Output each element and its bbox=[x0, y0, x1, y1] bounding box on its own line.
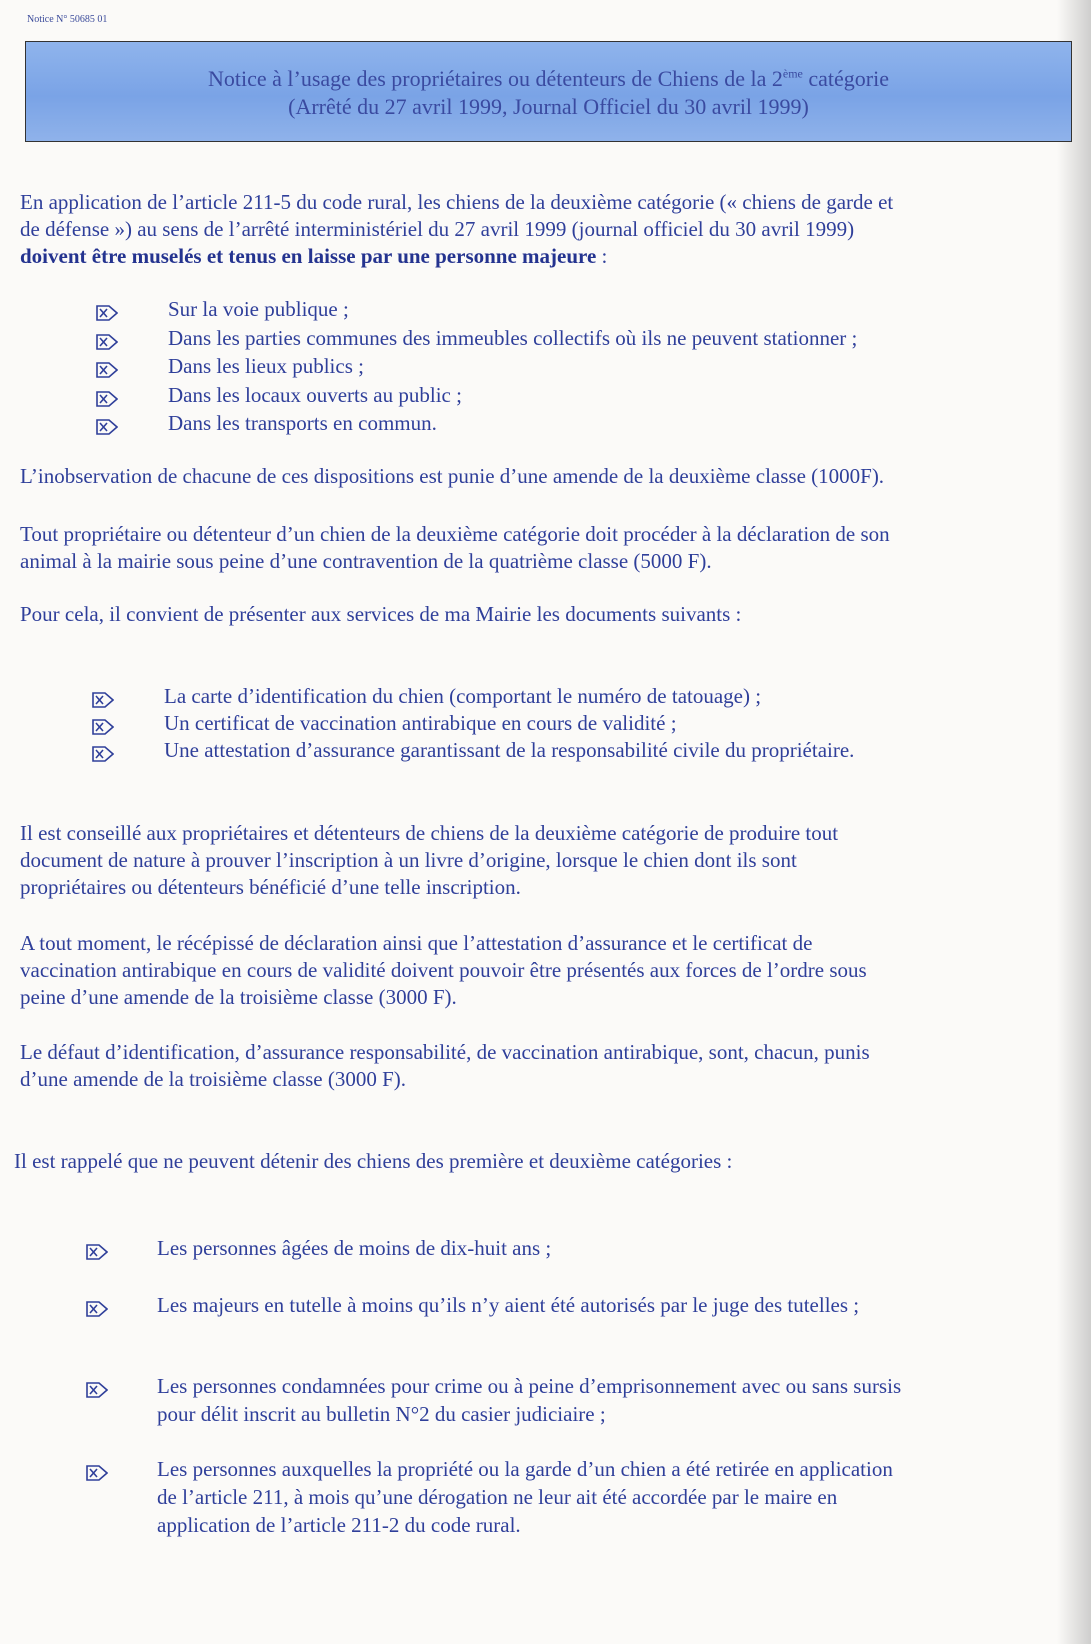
document-item-text: La carte d’identification du chien (comportant le numéro de tatouage) ; bbox=[164, 684, 762, 708]
anytime-paragraph bbox=[20, 930, 1060, 1011]
place-item-text: Dans les transports en commun. bbox=[168, 411, 437, 435]
prohibited-item-text: Les personnes condamnées pour crime ou à peine d’emprisonnement avec ou sans sursis bbox=[157, 1374, 902, 1398]
checkbox-cross-icon bbox=[92, 742, 112, 756]
checkbox-cross-icon bbox=[96, 415, 116, 429]
checkbox-cross-icon bbox=[92, 688, 112, 702]
checkbox-cross-icon bbox=[86, 1297, 106, 1311]
intro-line-3: doivent être muselés et tenus en laisse par une personne majeure : bbox=[20, 244, 608, 268]
intro-line-1: En application de l’article 211-5 du code rural, les chiens de la deuxième catégorie (« chiens de garde et bbox=[20, 190, 894, 214]
checkbox-cross-icon bbox=[86, 1378, 106, 1392]
anytime-line-1: A tout moment, le récépissé de déclaration ainsi que l’attestation d’assurance et le certificat de bbox=[20, 931, 813, 955]
declaration-paragraph bbox=[20, 521, 1060, 575]
prohibited-item-text: Les personnes âgées de moins de dix-huit ans ; bbox=[157, 1236, 552, 1260]
checkbox-cross-icon bbox=[96, 358, 116, 372]
advice-line-2: document de nature à prouver l’inscription à un livre d’origine, lorsque le chien dont ils sont bbox=[20, 848, 797, 872]
reminder-paragraph: Il est rappelé que ne peuvent détenir des chiens des première et deuxième catégories : bbox=[14, 1149, 733, 1173]
checkbox-cross-icon bbox=[92, 715, 112, 729]
place-item-text: Sur la voie publique ; bbox=[168, 297, 349, 321]
checkbox-cross-icon bbox=[96, 301, 116, 315]
page-edge-shadow bbox=[1057, 0, 1091, 1644]
checkbox-cross-icon bbox=[86, 1240, 106, 1254]
banner-title-line-2: (Arrêté du 27 avril 1999, Journal Officiel du 30 avril 1999) bbox=[288, 94, 809, 119]
intro-bold: doivent être muselés et tenus en laisse par une personne majeure bbox=[20, 244, 597, 268]
banner-title-line-1: Notice à l’usage des propriétaires ou détenteurs de Chiens de la 2ème catégorie bbox=[208, 66, 889, 91]
document-item-text: Un certificat de vaccination antirabique en cours de validité ; bbox=[164, 711, 677, 735]
prohibited-item-text: Les majeurs en tutelle à moins qu’ils n’y aient été autorisés par le juge des tutelles ; bbox=[157, 1293, 860, 1317]
advice-paragraph bbox=[20, 820, 1060, 901]
title-banner bbox=[25, 41, 1072, 142]
anytime-line-2: vaccination antirabique en cours de validité doivent pouvoir être présentés aux forces de l’ordre sous bbox=[20, 958, 867, 982]
prohibited-item-text: application de l’article 211-2 du code rural. bbox=[157, 1513, 521, 1537]
checkbox-cross-icon bbox=[96, 387, 116, 401]
intro-line-2: de défense ») au sens de l’arrêté interministériel du 27 avril 1999 (journal officiel du 30 avril 1999) bbox=[20, 217, 855, 241]
notice-number: Notice N° 50685 01 bbox=[27, 14, 108, 25]
declaration-line-2: animal à la mairie sous peine d’une contravention de la quatrième classe (5000 F). bbox=[20, 549, 712, 573]
declaration-line-1: Tout propriétaire ou détenteur d’un chien de la deuxième catégorie doit procéder à la déclaration de son bbox=[20, 522, 890, 546]
prohibited-item-text: pour délit inscrit au bulletin N°2 du casier judiciaire ; bbox=[157, 1402, 606, 1426]
place-item-text: Dans les parties communes des immeubles collectifs où ils ne peuvent stationner ; bbox=[168, 326, 858, 350]
anytime-line-3: peine d’une amende de la troisième classe (3000 F). bbox=[20, 985, 457, 1009]
documents-intro: Pour cela, il convient de présenter aux services de ma Mairie les documents suivants : bbox=[20, 602, 742, 626]
prohibited-item-text: Les personnes auxquelles la propriété ou la garde d’un chien a été retirée en application bbox=[157, 1457, 893, 1481]
place-item-text: Dans les lieux publics ; bbox=[168, 354, 364, 378]
place-item-text: Dans les locaux ouverts au public ; bbox=[168, 383, 462, 407]
defect-line-2: d’une amende de la troisième classe (3000 F). bbox=[20, 1067, 407, 1091]
advice-line-3: propriétaires ou détenteurs bénéficié d’une telle inscription. bbox=[20, 875, 521, 899]
checkbox-cross-icon bbox=[86, 1461, 106, 1475]
defect-paragraph bbox=[20, 1039, 1060, 1093]
intro-paragraph bbox=[20, 189, 1060, 270]
document-item-text: Une attestation d’assurance garantissant de la responsabilité civile du propriétaire. bbox=[164, 738, 855, 762]
fine-paragraph: L’inobservation de chacune de ces dispositions est punie d’une amende de la deuxième classe (1000F). bbox=[20, 464, 885, 488]
checkbox-cross-icon bbox=[96, 330, 116, 344]
advice-line-1: Il est conseillé aux propriétaires et détenteurs de chiens de la deuxième catégorie de produire tout bbox=[20, 821, 839, 845]
prohibited-item-text: de l’article 211, à mois qu’une dérogation ne leur ait été accordée par le maire en bbox=[157, 1485, 838, 1509]
defect-line-1: Le défaut d’identification, d’assurance responsabilité, de vaccination antirabique, sont, chacun, punis bbox=[20, 1040, 870, 1064]
